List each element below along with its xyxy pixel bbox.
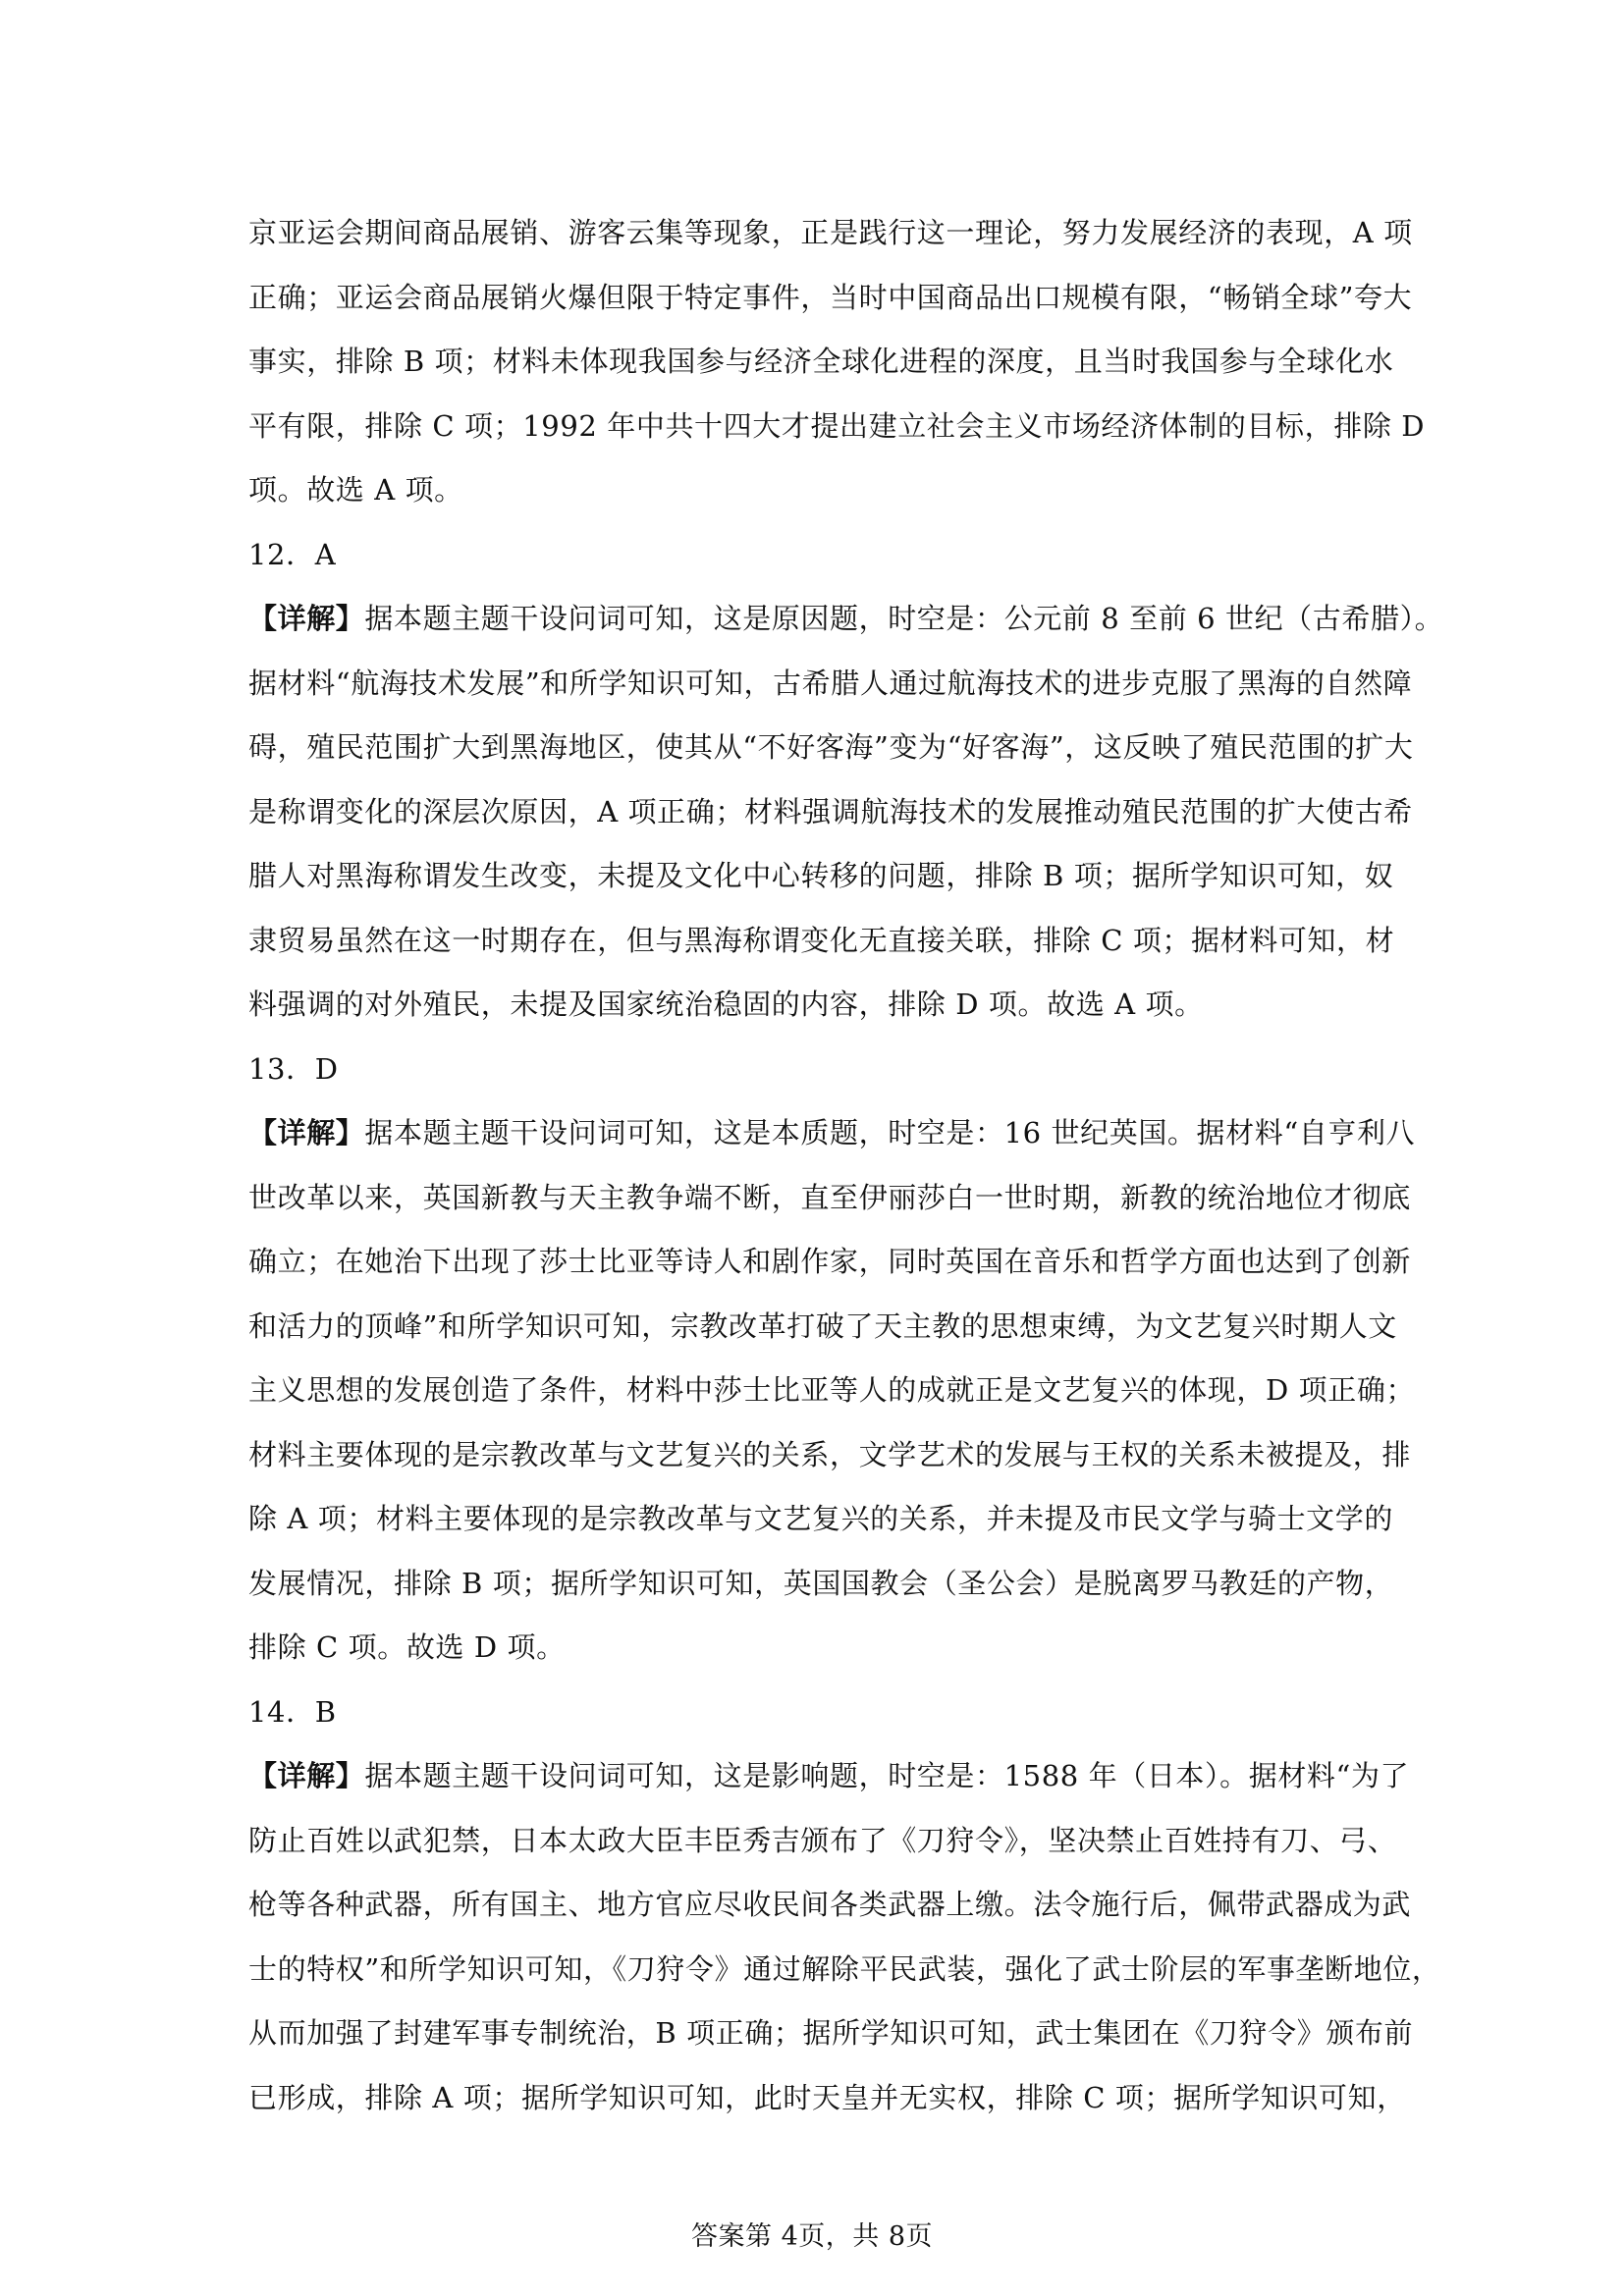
- text-line: 世改革以来，英国新教与天主教争端不断，直至伊丽莎白一世时期，新教的统治地位才彻底: [248, 1180, 1412, 1214]
- text-line: 据材料“航海技术发展”和所学知识可知，古希腊人通过航海技术的进步克服了黑海的自然障: [248, 666, 1413, 700]
- question-13-answer: [248, 1038, 1416, 1681]
- text-line: 料强调的对外殖民，未提及国家统治稳固的内容，排除 D 项。故选 A 项。: [248, 988, 1204, 1021]
- text-line: [248, 1744, 1410, 1809]
- text-line: 京亚运会期间商品展销、游客云集等现象，正是践行这一理论，努力发展经济的表现，A 项: [248, 216, 1413, 249]
- text-line: 碍，殖民范围扩大到黑海地区，使其从“不好客海”变为“好客海”，这反映了殖民范围的扩大: [248, 730, 1414, 764]
- text-line: 隶贸易虽然在这一时期存在，但与黑海称谓变化无直接关联，排除 C 项；据材料可知，材: [248, 923, 1395, 957]
- text-line: 发展情况，排除 B 项；据所学知识可知，英国国教会（圣公会）是脱离罗马教廷的产物，: [248, 1566, 1394, 1600]
- detail-text: 据本题主题干设问词可知，这是影响题，时空是：1588 年（日本）。据材料“为了: [364, 1759, 1410, 1792]
- text-line: 项。故选 A 项。: [248, 473, 463, 507]
- text-line: 材料主要体现的是宗教改革与文艺复兴的关系，文学艺术的发展与王权的关系未被提及，排: [248, 1437, 1412, 1471]
- detail-text: 据本题主题干设问词可知，这是本质题，时空是：16 世纪英国。据材料“自亨利八: [364, 1116, 1416, 1149]
- text-line: 枪等各种武器，所有国主、地方官应尽收民间各类武器上缴。法令施行后，佩带武器成为武: [248, 1888, 1412, 1921]
- page-footer: 答案第 4页，共 8页: [690, 2221, 934, 2252]
- answer-label: 13．D: [248, 1051, 339, 1086]
- text-line: 正确；亚运会商品展销火爆但限于特定事件，当时中国商品出口规模有限，“畅销全球”夸大: [248, 280, 1413, 314]
- text-line: [248, 587, 1444, 652]
- text-line: 腊人对黑海称谓发生改变，未提及文化中心转移的问题，排除 B 项；据所学知识可知，奴: [248, 859, 1394, 892]
- answer-label: 12．A: [248, 537, 337, 571]
- question-14-answer: [248, 1681, 1441, 2131]
- detail-label: 【详解】: [248, 1759, 365, 1792]
- detail-label: 【详解】: [248, 602, 365, 635]
- answer-label: 14．B: [248, 1694, 337, 1729]
- text-line: 已形成，排除 A 项；据所学知识可知，此时天皇并无实权，排除 C 项；据所学知识可知，: [248, 2080, 1406, 2114]
- text-line: [248, 1101, 1416, 1166]
- text-line: 排除 C 项。故选 D 项。: [248, 1630, 566, 1664]
- text-line: 事实，排除 B 项；材料未体现我国参与经济全球化进程的深度，且当时我国参与全球化水: [248, 345, 1394, 378]
- text-line: 确立；在她治下出现了莎士比亚等诗人和剧作家，同时英国在音乐和哲学方面也达到了创新: [248, 1245, 1412, 1278]
- detail-label: 【详解】: [248, 1116, 365, 1149]
- text-line: 是称谓变化的深层次原因，A 项正确；材料强调航海技术的发展推动殖民范围的扩大使古希: [248, 794, 1413, 828]
- text-line: 从而加强了封建军事专制统治，B 项正确；据所学知识可知，武士集团在《刀狩令》颁布前: [248, 2016, 1414, 2050]
- question-12-answer: [248, 523, 1444, 1038]
- answer-content: [248, 201, 1444, 2130]
- text-line: 防止百姓以武犯禁，日本太政大臣丰臣秀吉颁布了《刀狩令》，坚决禁止百姓持有刀、弓、: [248, 1823, 1397, 1857]
- text-line: 平有限，排除 C 项；1992 年中共十四大才提出建立社会主义市场经济体制的目标，排除 D: [248, 408, 1426, 443]
- text-line: 除 A 项；材料主要体现的是宗教改革与文艺复兴的关系，并未提及市民文学与骑士文学的: [248, 1502, 1393, 1535]
- question-11-continuation: [248, 201, 1426, 523]
- text-line: 和活力的顶峰”和所学知识可知，宗教改革打破了天主教的思想束缚，为文艺复兴时期人文: [248, 1308, 1397, 1343]
- text-line: 士的特权”和所学知识可知，《刀狩令》通过解除平民武装，强化了武士阶层的军事垄断地位，: [248, 1951, 1441, 1986]
- text-line: 主义思想的发展创造了条件，材料中莎士比亚等人的成就正是文艺复兴的体现，D 项正确；: [248, 1373, 1416, 1407]
- detail-text: 据本题主题干设问词可知，这是原因题，时空是：公元前 8 至前 6 世纪（古希腊）。: [364, 602, 1444, 635]
